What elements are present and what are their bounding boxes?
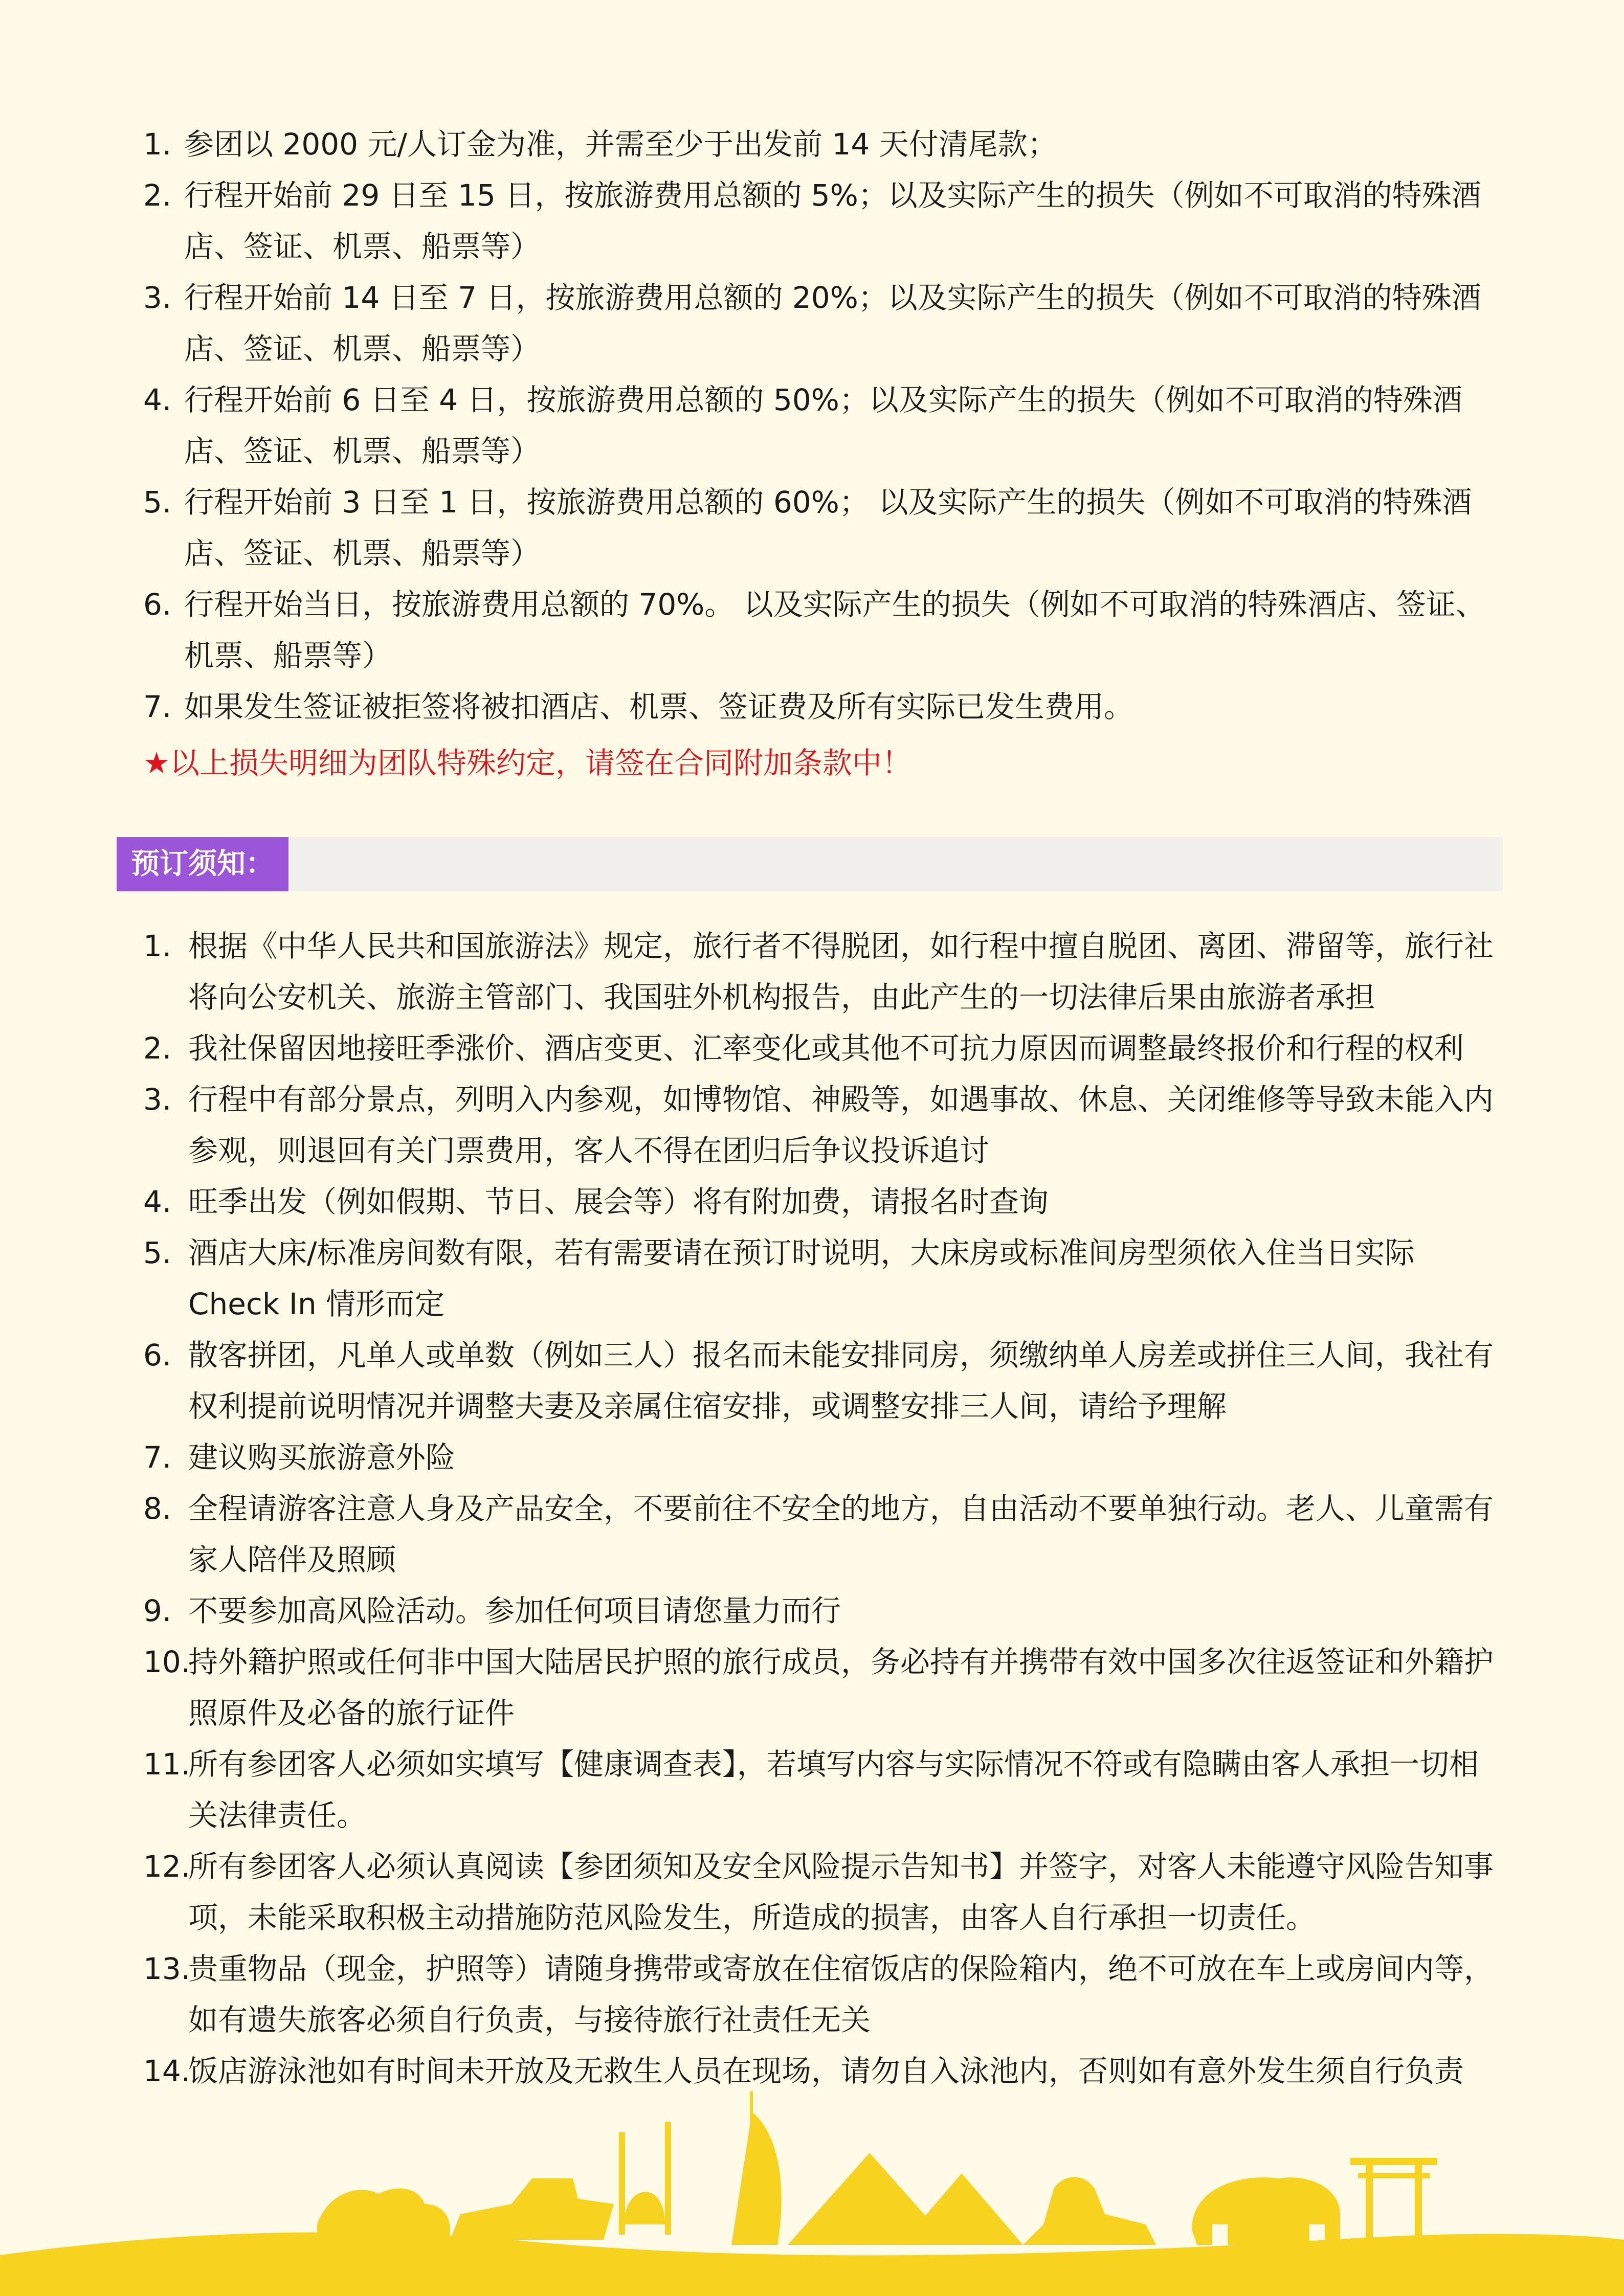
cancellation-list	[143, 119, 1504, 732]
list-item: 1. 参团以 2000 元/人订金为准，并需至少于出发前 14 天付清尾款；	[143, 127, 1057, 162]
list-item: 7. 建议购买旅游意外险	[143, 1440, 456, 1475]
special-agreement-note: ★以上损失明细为团队特殊约定，请签在合同附加条款中！	[143, 746, 911, 780]
list-item: 6. 散客拼团，凡单人或单数（例如三人）报名而未能安排同房，须缴纳单人房差或拼住三人间，我社有权利提前说明情况并调整夫妻及亲属住宿安排，或调整安排三人间，请给予理解	[143, 1338, 1494, 1424]
list-item: 8. 全程请游客注意人身及产品安全，不要前往不安全的地方，自由活动不要单独行动。老人、儿童需有家人陪伴及照顾	[143, 1491, 1494, 1577]
list-item: 5. 酒店大床/标准房间数有限，若有需要请在预订时说明，大床房或标准间房型须依入住当日实际 Check In 情形而定	[143, 1235, 1415, 1321]
booking-section-header	[117, 837, 1503, 891]
list-item: 4. 行程开始前 6 日至 4 日，按旅游费用总额的 50%；以及实际产生的损失（例如不可取消的特殊酒店、签证、机票、船票等）	[143, 382, 1462, 468]
list-item: 14. 饭店游泳池如有时间未开放及无救生人员在现场，请勿自入泳池内，否则如有意外发生须自行负责	[143, 2054, 1464, 2088]
list-item: 4. 旺季出发（例如假期、节日、展会等）将有附加费，请报名时查询	[143, 1184, 1049, 1219]
list-item: 6. 行程开始当日，按旅游费用总额的 70%。 以及实际产生的损失（例如不可取消的特殊酒店、签证、机票、船票等）	[143, 587, 1485, 673]
list-item: 3. 行程开始前 14 日至 7 日，按旅游费用总额的 20%；以及实际产生的损失（例如不可取消的特殊酒店、签证、机票、船票等）	[143, 280, 1481, 366]
booking-notice-list	[143, 920, 1504, 2097]
list-item: 1. 根据《中华人民共和国旅游法》规定，旅行者不得脱团，如行程中擅自脱团、离团、滞留等，旅行社将向公安机关、旅游主管部门、我国驻外机构报告，由此产生的一切法律后果由旅游者承担	[143, 929, 1494, 1015]
list-item: 7. 如果发生签证被拒签将被扣酒店、机票、签证费及所有实际已发生费用。	[143, 689, 1134, 724]
travel-landmarks-footer	[0, 2071, 1624, 2296]
landmarks-silhouette-icon	[0, 2091, 1624, 2296]
list-item: 11. 所有参团客人必须如实填写【健康调查表】，若填写内容与实际情况不符或有隐瞒由客人承担一切相关法律责任。	[143, 1747, 1479, 1833]
list-item: 12. 所有参团客人必须认真阅读【参团须知及安全风险提示告知书】并签字，对客人未能遵守风险告知事项，未能采取积极主动措施防范风险发生，所造成的损害，由客人自行承担一切责任。	[143, 1849, 1494, 1935]
list-item: 2. 行程开始前 29 日至 15 日，按旅游费用总额的 5%；以及实际产生的损失（例如不可取消的特殊酒店、签证、机票、船票等）	[143, 178, 1481, 264]
list-item: 3. 行程中有部分景点，列明入内参观，如博物馆、神殿等，如遇事故、休息、关闭维修等导致未能入内参观，则退回有关门票费用，客人不得在团归后争议投诉追讨	[143, 1082, 1494, 1168]
section-title: 预订须知：	[117, 837, 288, 891]
list-item: 10. 持外籍护照或任何非中国大陆居民护照的旅行成员，务必持有并携带有效中国多次往返签证和外籍护照原件及必备的旅行证件	[143, 1645, 1494, 1730]
list-item: 13. 贵重物品（现金，护照等）请随身携带或寄放在住宿饭店的保险箱内，绝不可放在车上或房间内等，如有遗失旅客必须自行负责，与接待旅行社责任无关	[143, 1951, 1494, 2037]
list-item: 2. 我社保留因地接旺季涨价、酒店变更、汇率变化或其他不可抗力原因而调整最终报价和行程的权利	[143, 1031, 1464, 1066]
list-item: 9. 不要参加高风险活动。参加任何项目请您量力而行	[143, 1593, 841, 1628]
list-item: 5. 行程开始前 3 日至 1 日，按旅游费用总额的 60%； 以及实际产生的损失（例如不可取消的特殊酒店、签证、机票、船票等）	[143, 485, 1472, 571]
